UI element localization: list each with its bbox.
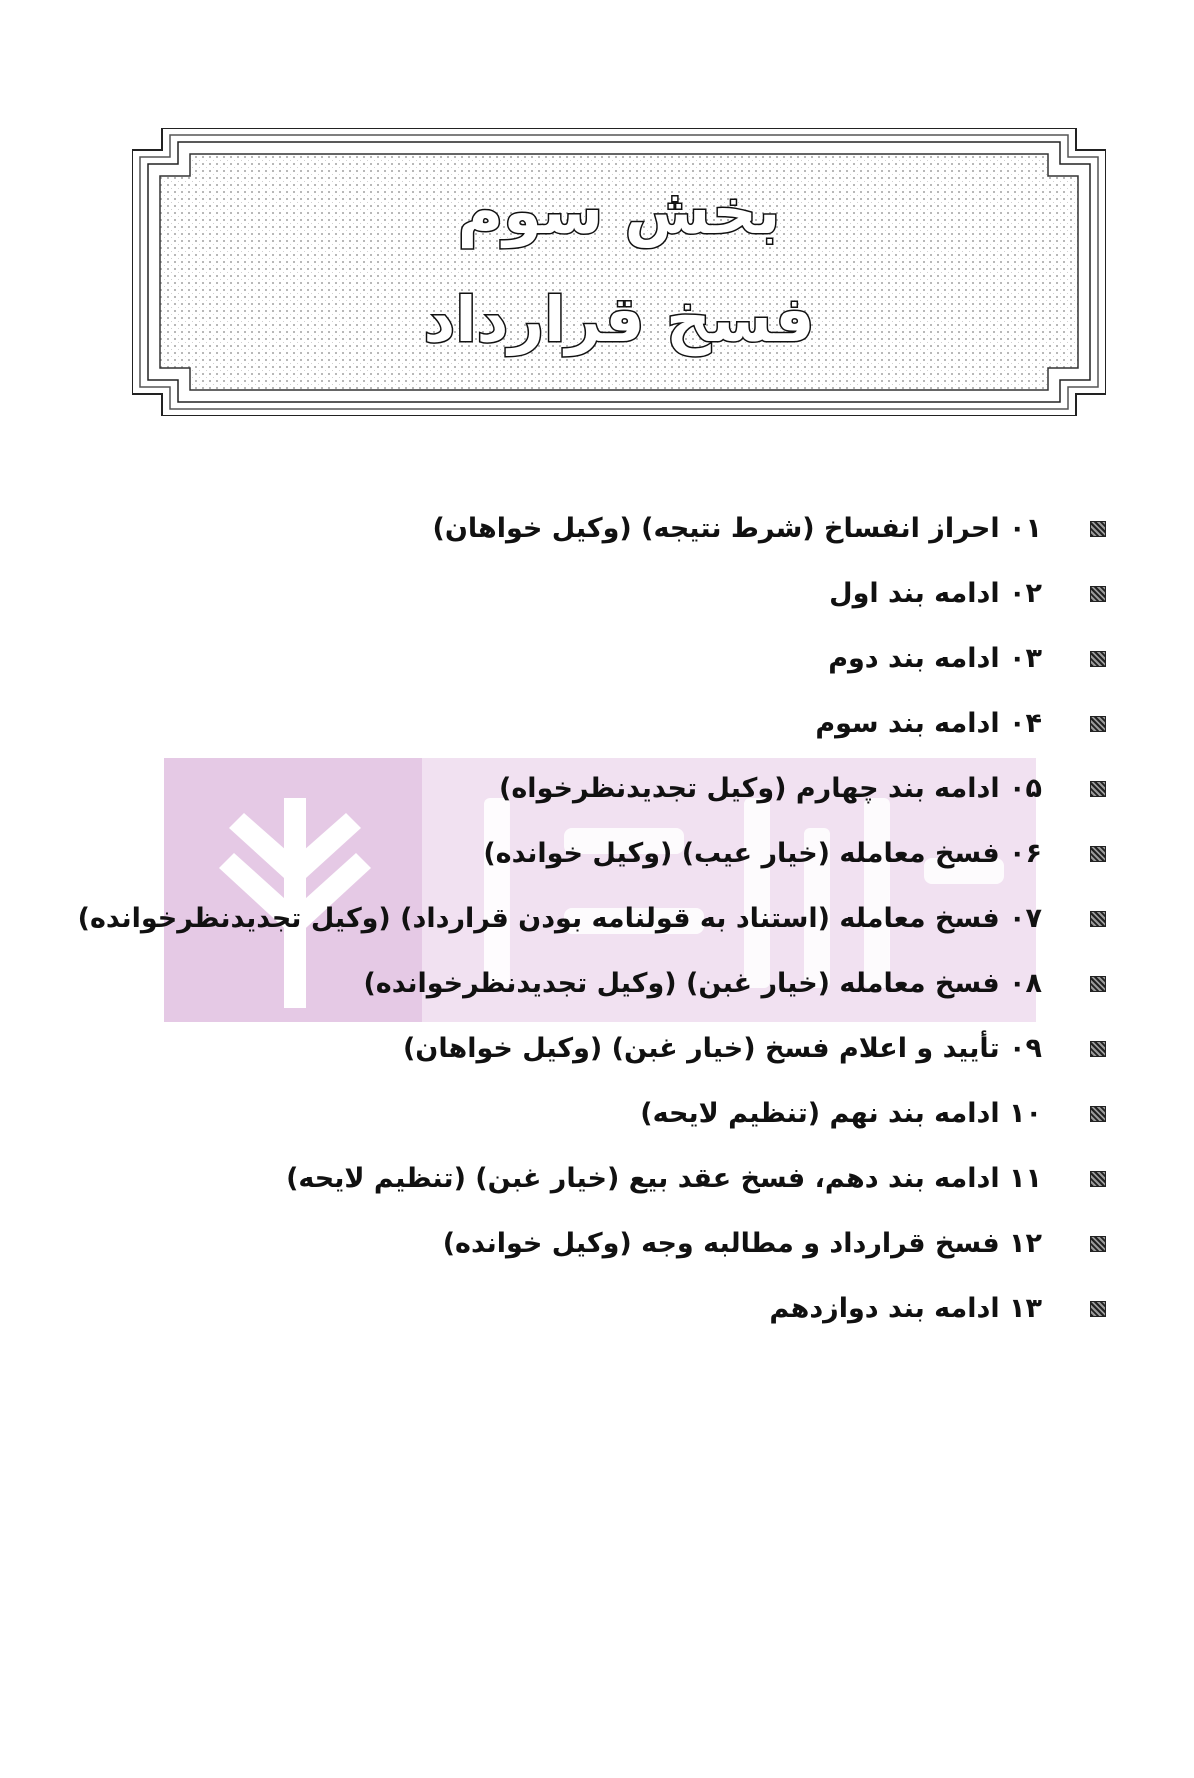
list-item-text: ۰۸ فسخ معامله (خیار غبن) (وکیل تجدیدنظرخوانده) — [363, 968, 1042, 999]
list-item — [443, 1219, 1106, 1269]
square-bullet-icon — [1090, 846, 1106, 862]
square-bullet-icon — [1090, 1236, 1106, 1252]
list-item — [363, 959, 1106, 1009]
square-bullet-icon — [1090, 716, 1106, 732]
square-bullet-icon — [1090, 1041, 1106, 1057]
square-bullet-icon — [1090, 911, 1106, 927]
list-item — [433, 504, 1107, 554]
square-bullet-icon — [1090, 976, 1106, 992]
list-item — [815, 699, 1106, 749]
list-item — [403, 1024, 1106, 1074]
square-bullet-icon — [1090, 781, 1106, 797]
square-bullet-icon — [1090, 651, 1106, 667]
list-item — [78, 894, 1106, 944]
list-item — [829, 569, 1106, 619]
section-label: بخش سوم — [457, 175, 781, 248]
list-item-text: ۱۲ فسخ قرارداد و مطالبه وجه (وکیل خوانده) — [442, 1228, 1042, 1259]
list-item-text: ۰۴ ادامه بند سوم — [815, 708, 1042, 739]
list-item-text: ۱۰ ادامه بند نهم (تنظیم لایحه) — [640, 1098, 1042, 1129]
section-title: فسخ قرارداد — [423, 283, 815, 356]
list-item — [499, 764, 1106, 814]
list-item — [828, 634, 1106, 684]
list-item — [483, 829, 1106, 879]
list-item-text: ۰۳ ادامه بند دوم — [828, 643, 1042, 674]
square-bullet-icon — [1090, 1106, 1106, 1122]
list-item-text: ۰۹ تأیید و اعلام فسخ (خیار غبن) (وکیل خواهان) — [402, 1033, 1042, 1064]
list-item-text: ۰۱ احراز انفساخ (شرط نتیجه) (وکیل خواهان) — [432, 513, 1042, 544]
list-item-text: ۱۳ ادامه بند دوازدهم — [769, 1293, 1042, 1324]
list-item-text: ۰۶ فسخ معامله (خیار عیب) (وکیل خوانده) — [483, 838, 1042, 869]
list-item — [286, 1154, 1106, 1204]
list-item-text: ۰۲ ادامه بند اول — [829, 578, 1042, 609]
list-item — [769, 1284, 1106, 1334]
list-item-text: ۱۱ ادامه بند دهم، فسخ عقد بیع (خیار غبن) (تنظیم لایحه) — [286, 1163, 1042, 1194]
list-item — [640, 1089, 1106, 1139]
square-bullet-icon — [1090, 521, 1106, 537]
square-bullet-icon — [1090, 1171, 1106, 1187]
list-item-text: ۰۷ فسخ معامله (استناد به قولنامه بودن قرارداد) (وکیل تجدیدنظرخوانده) — [77, 903, 1042, 934]
square-bullet-icon — [1090, 586, 1106, 602]
list-item-text: ۰۵ ادامه بند چهارم (وکیل تجدیدنظرخواه) — [499, 773, 1042, 804]
square-bullet-icon — [1090, 1301, 1106, 1317]
